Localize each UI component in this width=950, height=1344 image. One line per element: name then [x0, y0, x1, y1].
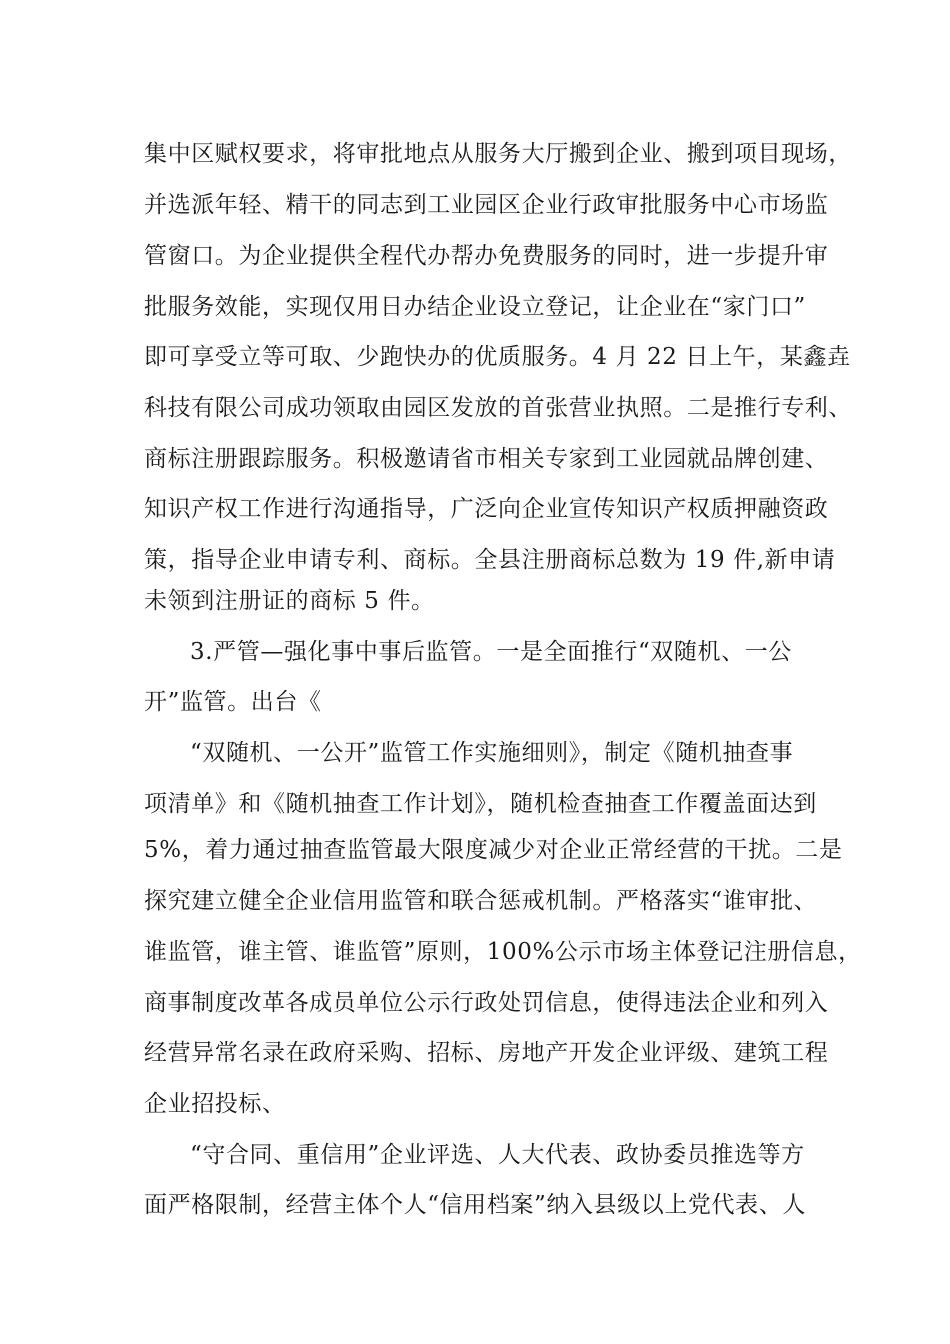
text-line: “双随机、一公开”监管工作实施细则》，制定《随机抽查事 — [190, 740, 794, 766]
text-line: 即可享受立等可取、少跑快办的优质服务。4 月 22 日上午，某鑫垚 — [144, 344, 851, 370]
text-line: 5%，着力通过抽查监管最大限度减少对企业正常经营的干扰。二是 — [144, 837, 843, 863]
text-line: 管窗口。为企业提供全程代办帮办免费服务的同时，进一步提升审 — [144, 243, 829, 269]
text-line: 集中区赋权要求，将审批地点从服务大厅搬到企业、搬到项目现场， — [144, 141, 852, 167]
text-line: 面严格限制，经营主体个人“信用档案”纳入县级以上党代表、人 — [144, 1192, 806, 1218]
section-heading-line: 3.严管—强化事中事后监管。一是全面推行“双随机、一公 — [190, 639, 792, 665]
text-line: 企业招投标、 — [144, 1091, 286, 1117]
text-line: 商事制度改革各成员单位公示行政处罚信息，使得违法企业和列入 — [144, 990, 829, 1016]
text-line: 经营异常名录在政府采购、招标、房地产开发企业评级、建筑工程 — [144, 1040, 829, 1066]
text-line: “守合同、重信用”企业评选、人大代表、政协委员推选等方 — [190, 1142, 805, 1168]
text-line: 商标注册跟踪服务。积极邀请省市相关专家到工业园就品牌创建、 — [144, 446, 829, 472]
text-line: 项清单》和《随机抽查工作计划》，随机检查抽查工作覆盖面达到 — [144, 791, 817, 817]
text-line: 并选派年轻、精干的同志到工业园区企业行政审批服务中心市场监 — [144, 192, 829, 218]
text-line: 科技有限公司成功领取由园区发放的首张营业执照。二是推行专利、 — [144, 395, 852, 421]
text-line: 开”监管。出台《 — [144, 689, 322, 715]
text-line: 探究建立健全企业信用监管和联合惩戒机制。严格落实“谁审批、 — [144, 888, 818, 914]
text-line: 未领到注册证的商标 5 件。 — [144, 588, 435, 614]
text-line: 批服务效能，实现仅用日办结企业设立登记，让企业在“家门口” — [144, 294, 806, 320]
text-line: 策，指导企业申请专利、商标。全县注册商标总数为 19 件,新申请 — [144, 547, 836, 573]
text-line: 知识产权工作进行沟通指导，广泛向企业宣传知识产权质押融资政 — [144, 496, 829, 522]
text-line: 谁监管，谁主管、谁监管”原则，100%公示市场主体登记注册信息， — [144, 939, 862, 965]
